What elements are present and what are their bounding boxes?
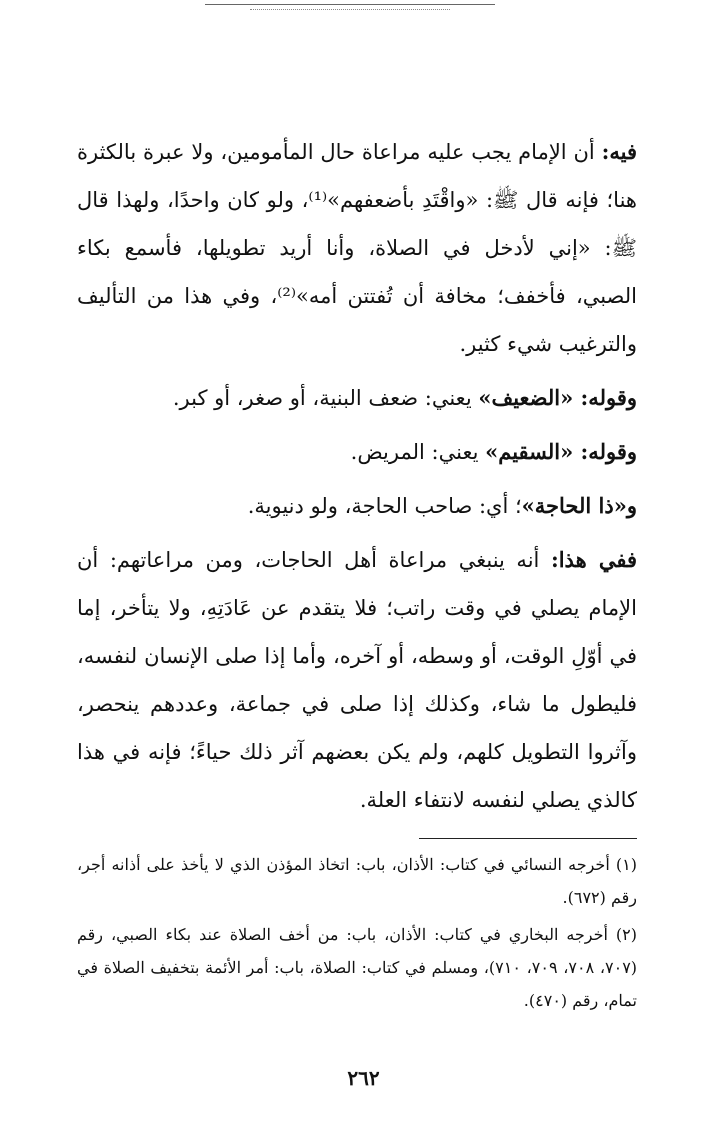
footnote-1: (١) أخرجه النسائي في كتاب: الأذان، باب: اتخاذ المؤذن الذي لا يأخذ على أذانه أجر، رقم (٦٧٢).: [77, 855, 638, 907]
footnotes: [77, 848, 637, 1021]
paragraph-2-lead: وقوله: «الضعيف»: [478, 385, 637, 410]
paragraph-4-lead: و«ذا الحاجة»: [521, 493, 637, 518]
paragraph-3-lead: وقوله: «السقيم»: [485, 439, 637, 464]
paragraph-5-text: أنه ينبغي مراعاة أهل الحاجات، ومن مراعاتهم: أن الإمام يصلي في وقت راتب؛ فلا يتقدم عن عَادَتِهِ، ولا يتأخر، إما في أوّلِ الوقت، أو وسطه، أو آخره، وأما إذا صلى الإنسان لنفسه، فليطول ما شاء، وكذلك إذا صلى في جماعة، وعددهم ينحصر، وآثروا التطويل كلهم، ولم يكن بعضهم آثر ذلك حياءً؛ فإنه في هذا كالذي يصلي لنفسه لانتفاء العلة.: [77, 548, 637, 812]
paragraph-4: [77, 482, 637, 530]
paragraph-2: [77, 374, 637, 422]
paragraph-3: [77, 428, 637, 476]
paragraph-5-lead: ففي هذا:: [550, 547, 638, 572]
paragraph-4-text: ؛ أي: صاحب الحاجة، ولو دنيوية.: [247, 494, 522, 518]
main-text: [77, 128, 637, 824]
footnote-2: (٢) أخرجه البخاري في كتاب: الأذان، باب: من أخف الصلاة عند بكاء الصبي، رقم (٧٠٧، ٧٠٨، ٧٠٩، ٧١٠)، ومسلم في كتاب: الصلاة، باب: أمر الأئمة بتخفيف الصلاة في تمام، رقم (٤٧٠).: [77, 925, 638, 1010]
header-rule: [205, 4, 495, 5]
paragraph-3-text: يعني: المريض.: [350, 440, 486, 464]
paragraph-1-text: أن الإمام يجب عليه مراعاة حال المأمومين، ولا عبرة بالكثرة هنا؛ فإنه قال ﷺ: «واقْتَدِ بأضعفهم»⁽¹⁾، ولو كان واحدًا، ولهذا قال ﷺ: «إني لأدخل في الصلاة، وأنا أريد تطويلها، فأسمع بكاء الصبي، فأخفف؛ مخافة أن تُفتتن أمه»⁽²⁾، وفي هذا من التأليف والترغيب شيء كثير.: [77, 140, 638, 356]
page-number: ٢٦٢: [347, 1066, 380, 1090]
footnote-separator: [419, 838, 637, 839]
paragraph-1: [77, 128, 637, 368]
paragraph-1-lead: فيه:: [601, 139, 637, 164]
header-rule-dotted: [250, 9, 450, 10]
paragraph-5: [77, 536, 637, 824]
paragraph-2-text: يعني: ضعف البنية، أو صغر، أو كبر.: [172, 386, 479, 410]
